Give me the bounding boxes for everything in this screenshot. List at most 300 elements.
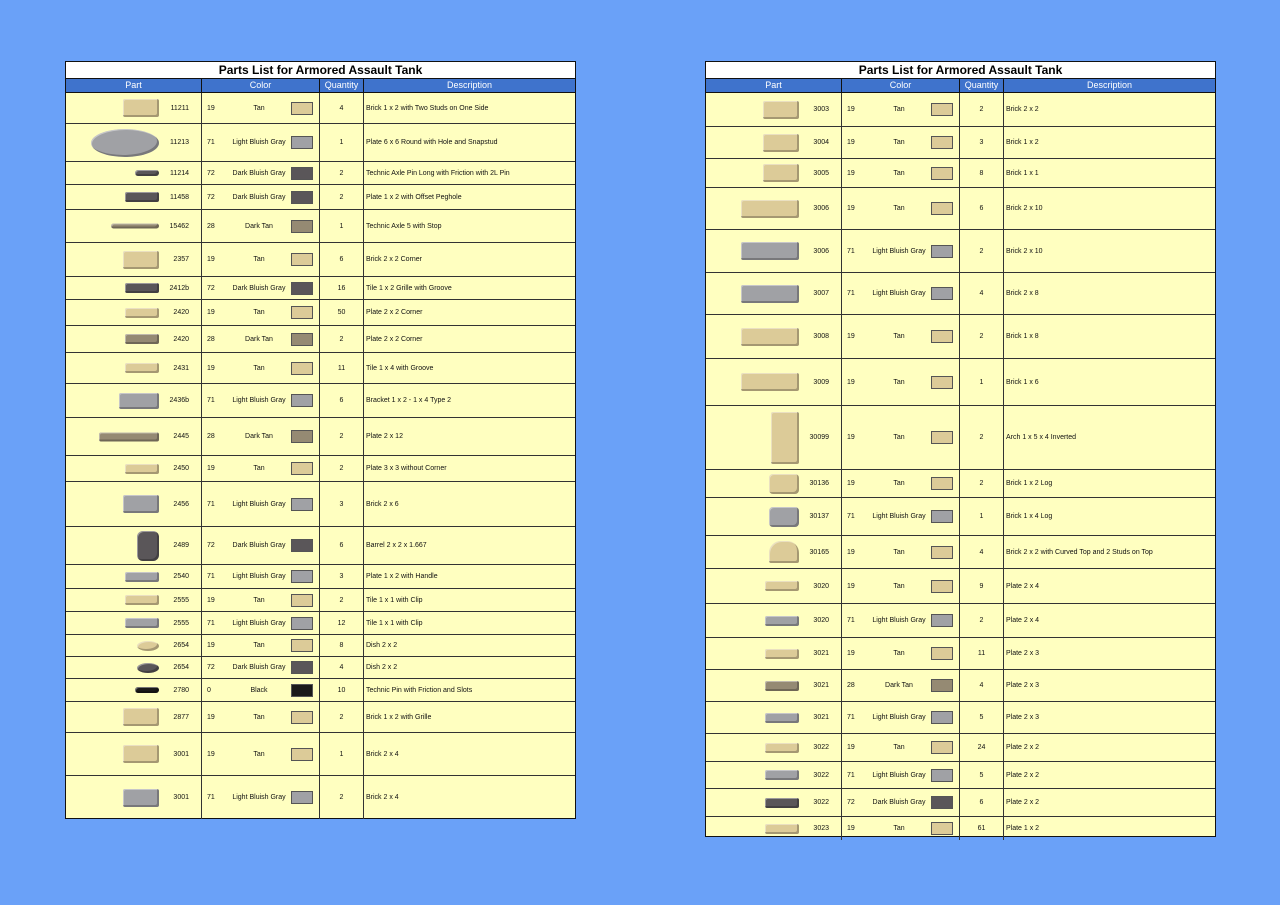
- gray-plate-icon: [765, 770, 799, 780]
- table-row: [66, 527, 575, 565]
- quantity-cell: 4: [960, 273, 1004, 314]
- color-id: 28: [207, 335, 215, 343]
- color-cell: [842, 315, 960, 358]
- quantity-cell: 2: [320, 589, 364, 611]
- part-number: 2450: [173, 465, 189, 472]
- tan-plate-icon: [765, 581, 799, 591]
- color-swatch: [291, 462, 313, 475]
- color-name: Light Bluish Gray: [232, 500, 286, 508]
- table-row: [706, 470, 1215, 498]
- part-cell: [706, 470, 842, 497]
- parts-list-right: [705, 61, 1216, 837]
- gray-handle-plate-icon: [125, 572, 159, 582]
- color-id: 19: [207, 713, 215, 721]
- color-swatch: [291, 711, 313, 724]
- part-number: 2420: [173, 309, 189, 316]
- description-cell: Plate 2 x 2 Corner: [366, 335, 423, 343]
- part-number: 30137: [809, 513, 829, 520]
- color-cell: [202, 353, 320, 383]
- description-cell: Barrel 2 x 2 x 1.667: [366, 542, 427, 549]
- gray-long-brick-icon: [741, 285, 799, 303]
- color-cell: [842, 734, 960, 761]
- color-name: Tan: [893, 205, 905, 212]
- quantity-cell: 6: [960, 188, 1004, 229]
- part-number: 3007: [813, 290, 829, 297]
- color-name: Dark Tan: [885, 682, 913, 689]
- color-id: 71: [847, 247, 855, 255]
- color-name: Tan: [893, 825, 905, 832]
- part-cell: [706, 789, 842, 816]
- quantity-cell: 1: [320, 124, 364, 161]
- part-cell: [706, 569, 842, 603]
- part-cell: [706, 159, 842, 187]
- color-id: 19: [847, 548, 855, 556]
- part-cell: [66, 527, 202, 564]
- part-cell: [706, 273, 842, 314]
- color-id: 71: [847, 290, 855, 297]
- color-id: 72: [847, 799, 855, 806]
- color-cell: [202, 210, 320, 242]
- part-number: 2456: [173, 500, 189, 508]
- description-cell: Brick 2 x 2: [1006, 106, 1039, 113]
- gray-plate-icon: [765, 713, 799, 723]
- color-swatch: [931, 245, 953, 258]
- color-cell: [842, 273, 960, 314]
- part-number: 2436b: [169, 397, 189, 404]
- part-number: 3022: [813, 771, 829, 779]
- gray-clip-tile-icon: [125, 618, 159, 628]
- color-name: Tan: [893, 333, 905, 340]
- color-swatch: [291, 617, 313, 630]
- color-id: 19: [847, 106, 855, 113]
- quantity-cell: 2: [960, 406, 1004, 469]
- part-cell: [66, 702, 202, 732]
- color-id: 19: [207, 309, 215, 316]
- table-row: [66, 353, 575, 384]
- color-id: 71: [847, 617, 855, 624]
- color-id: 19: [847, 480, 855, 487]
- color-cell: [842, 406, 960, 469]
- description-cell: Brick 2 x 6: [366, 500, 399, 508]
- color-id: 28: [207, 222, 215, 230]
- part-number: 3006: [813, 205, 829, 212]
- quantity-cell: 1: [320, 210, 364, 242]
- description-cell: Brick 2 x 10: [1006, 205, 1043, 212]
- header-description: Description: [1086, 80, 1133, 90]
- part-cell: [66, 456, 202, 481]
- gray-plate-icon: [765, 616, 799, 626]
- table-row: [706, 536, 1215, 569]
- description-cell: Plate 2 x 4: [1006, 617, 1040, 624]
- table-row: [66, 776, 575, 819]
- quantity-cell: 2: [960, 470, 1004, 497]
- description-cell: Brick 2 x 2 with Curved Top and 2 Studs on Top: [1006, 548, 1153, 556]
- description-cell: Plate 2 x 3: [1006, 650, 1040, 657]
- part-cell: [66, 326, 202, 352]
- color-id: 28: [207, 433, 215, 440]
- part-cell: [706, 604, 842, 637]
- quantity-cell: 8: [320, 635, 364, 656]
- color-cell: [842, 536, 960, 568]
- color-cell: [202, 418, 320, 455]
- color-cell: [202, 456, 320, 481]
- part-number: 11214: [170, 169, 189, 177]
- color-name: Tan: [893, 434, 905, 441]
- color-swatch: [291, 136, 313, 149]
- color-name: Dark Tan: [245, 433, 273, 440]
- color-name: Tan: [253, 364, 265, 372]
- description-cell: Bracket 1 x 2 - 1 x 4 Type 2: [366, 397, 452, 404]
- header-color: Color: [842, 79, 960, 92]
- dark-plate-icon: [125, 192, 159, 202]
- color-id: 19: [207, 596, 215, 604]
- tan-corner-brick-icon: [123, 251, 159, 269]
- part-number: 3004: [813, 139, 829, 146]
- color-cell: [202, 482, 320, 526]
- quantity-cell: 5: [960, 702, 1004, 733]
- part-cell: [706, 638, 842, 669]
- description-cell: Brick 1 x 1: [1006, 169, 1039, 177]
- part-number: 3020: [813, 617, 829, 624]
- part-cell: [66, 384, 202, 417]
- part-cell: [706, 127, 842, 158]
- color-cell: [842, 230, 960, 272]
- description-cell: Plate 1 x 2 with Offset Peghole: [366, 193, 462, 201]
- color-name: Dark Tan: [245, 222, 273, 230]
- quantity-cell: 2: [320, 185, 364, 209]
- table-row: [66, 635, 575, 657]
- table-row: [66, 733, 575, 776]
- quantity-cell: 24: [960, 734, 1004, 761]
- part-cell: [706, 359, 842, 405]
- color-swatch: [931, 741, 953, 754]
- color-name: Light Bluish Gray: [232, 139, 286, 146]
- quantity-cell: 12: [320, 612, 364, 634]
- table-row: [66, 162, 575, 185]
- quantity-cell: 2: [320, 776, 364, 819]
- table-row: [706, 230, 1215, 273]
- tan-tile-icon: [125, 363, 159, 373]
- color-swatch: [931, 136, 953, 149]
- description-cell: Brick 2 x 2 Corner: [366, 256, 423, 263]
- part-number: 15462: [169, 222, 189, 230]
- part-number: 2555: [173, 596, 189, 604]
- color-swatch: [291, 167, 313, 180]
- tan-plate-icon: [125, 464, 159, 474]
- color-id: 19: [207, 642, 215, 649]
- color-id: 19: [847, 434, 855, 441]
- color-id: 19: [847, 582, 855, 590]
- color-id: 0: [207, 686, 211, 694]
- part-cell: [706, 702, 842, 733]
- color-name: Light Bluish Gray: [232, 573, 286, 580]
- part-cell: [66, 635, 202, 656]
- color-swatch: [291, 748, 313, 761]
- color-swatch: [291, 661, 313, 674]
- color-name: Tan: [893, 169, 905, 177]
- tan-brick-icon: [123, 745, 159, 763]
- color-cell: [202, 612, 320, 634]
- part-number: 3005: [813, 169, 829, 177]
- color-cell: [842, 93, 960, 126]
- part-cell: [66, 589, 202, 611]
- dark-tan-plate-icon: [765, 681, 799, 691]
- color-name: Tan: [893, 650, 905, 657]
- color-name: Tan: [253, 256, 265, 263]
- description-cell: Brick 1 x 8: [1006, 333, 1039, 340]
- table-row: [66, 124, 575, 162]
- color-swatch: [291, 191, 313, 204]
- part-number: 11211: [170, 104, 189, 112]
- dark-grille-tile-icon: [125, 283, 159, 293]
- table-row: [66, 185, 575, 210]
- color-cell: [202, 702, 320, 732]
- color-name: Dark Bluish Gray: [232, 169, 286, 177]
- color-name: Tan: [893, 139, 905, 146]
- table-row: [66, 679, 575, 702]
- part-cell: [66, 210, 202, 242]
- part-number: 3022: [813, 799, 829, 806]
- color-cell: [842, 470, 960, 497]
- color-cell: [202, 589, 320, 611]
- description-cell: Plate 2 x 2: [1006, 771, 1040, 779]
- quantity-cell: 2: [320, 456, 364, 481]
- color-id: 19: [207, 256, 215, 263]
- barrel-icon: [137, 531, 159, 561]
- color-id: 71: [207, 397, 215, 404]
- color-cell: [842, 817, 960, 840]
- color-swatch: [291, 791, 313, 804]
- table-row: [706, 159, 1215, 188]
- table-header: [706, 79, 1215, 93]
- color-swatch: [291, 639, 313, 652]
- color-cell: [842, 702, 960, 733]
- description-cell: Plate 2 x 4: [1006, 582, 1040, 590]
- tan-arch-icon: [771, 412, 799, 464]
- color-name: Tan: [253, 596, 265, 604]
- axle-icon: [111, 224, 159, 229]
- part-cell: [66, 243, 202, 276]
- color-swatch: [291, 253, 313, 266]
- table-row: [66, 565, 575, 589]
- description-cell: Brick 2 x 4: [366, 750, 399, 758]
- table-row: [706, 93, 1215, 127]
- color-cell: [202, 733, 320, 775]
- color-swatch: [291, 282, 313, 295]
- tan-long-brick-icon: [741, 373, 799, 391]
- color-name: Dark Bluish Gray: [232, 542, 286, 549]
- tan-curved-brick-icon: [769, 541, 799, 563]
- quantity-cell: 2: [960, 93, 1004, 126]
- description-cell: Technic Axle Pin Long with Friction with 2L Pin: [366, 169, 510, 177]
- color-swatch: [931, 679, 953, 692]
- description-cell: Plate 2 x 2: [1006, 799, 1040, 806]
- color-cell: [202, 565, 320, 588]
- table-row: [66, 93, 575, 124]
- description-cell: Tile 1 x 1 with Clip: [366, 596, 423, 604]
- tan-plate-icon: [765, 743, 799, 753]
- color-name: Light Bluish Gray: [872, 617, 926, 624]
- color-id: 19: [847, 378, 855, 386]
- color-id: 72: [207, 664, 215, 671]
- description-cell: Technic Pin with Friction and Slots: [366, 686, 473, 694]
- gray-bracket-icon: [119, 393, 159, 409]
- sheet-title: Parts List for Armored Assault Tank: [66, 62, 575, 79]
- tan-grille-brick-icon: [123, 708, 159, 726]
- color-swatch: [931, 202, 953, 215]
- table-body: [706, 93, 1215, 840]
- color-swatch: [291, 362, 313, 375]
- description-cell: Technic Axle 5 with Stop: [366, 222, 442, 230]
- header-part: Part: [66, 79, 202, 92]
- part-number: 2445: [173, 433, 189, 440]
- color-name: Light Bluish Gray: [872, 513, 926, 520]
- quantity-cell: 4: [320, 93, 364, 123]
- quantity-cell: 6: [320, 384, 364, 417]
- table-row: [66, 418, 575, 456]
- tan-plate-icon: [765, 649, 799, 659]
- table-row: [706, 188, 1215, 230]
- color-cell: [842, 670, 960, 701]
- table-row: [66, 384, 575, 418]
- tan-dish-icon: [137, 641, 159, 651]
- table-row: [706, 638, 1215, 670]
- part-number: 2780: [173, 686, 189, 694]
- part-number: 2555: [173, 619, 189, 627]
- part-number: 2420: [173, 335, 189, 343]
- color-swatch: [931, 477, 953, 490]
- color-swatch: [931, 711, 953, 724]
- color-name: Tan: [253, 713, 265, 721]
- color-id: 19: [847, 169, 855, 177]
- sheet-title: Parts List for Armored Assault Tank: [706, 62, 1215, 79]
- color-cell: [202, 185, 320, 209]
- part-cell: [706, 230, 842, 272]
- part-number: 2489: [173, 542, 189, 549]
- description-cell: Plate 2 x 3: [1006, 714, 1040, 721]
- dark-dish-icon: [137, 663, 159, 673]
- quantity-cell: 5: [960, 762, 1004, 788]
- color-name: Tan: [893, 548, 905, 556]
- part-number: 3001: [173, 794, 189, 801]
- quantity-cell: 6: [960, 789, 1004, 816]
- gray-brick-icon: [123, 789, 159, 807]
- color-name: Light Bluish Gray: [232, 619, 286, 627]
- color-cell: [842, 762, 960, 788]
- part-number: 3006: [813, 247, 829, 255]
- description-cell: Dish 2 x 2: [366, 642, 398, 649]
- header-description: Description: [446, 80, 493, 90]
- table-row: [66, 277, 575, 300]
- quantity-cell: 11: [960, 638, 1004, 669]
- table-row: [706, 406, 1215, 470]
- part-cell: [66, 93, 202, 123]
- color-id: 19: [847, 139, 855, 146]
- tan-brick-icon: [763, 101, 799, 119]
- header-quantity: Quantity: [960, 79, 1004, 92]
- description-cell: Brick 2 x 10: [1006, 247, 1043, 255]
- color-cell: [842, 569, 960, 603]
- quantity-cell: 2: [960, 230, 1004, 272]
- tan-long-brick-icon: [741, 328, 799, 346]
- color-swatch: [931, 510, 953, 523]
- color-cell: [842, 159, 960, 187]
- part-number: 2654: [173, 642, 189, 649]
- description-cell: Arch 1 x 5 x 4 Inverted: [1006, 434, 1077, 441]
- color-id: 71: [207, 573, 215, 580]
- color-swatch: [931, 822, 953, 835]
- part-number: 3023: [813, 825, 829, 832]
- color-cell: [202, 326, 320, 352]
- description-cell: Dish 2 x 2: [366, 664, 398, 671]
- table-row: [66, 589, 575, 612]
- color-swatch: [931, 647, 953, 660]
- quantity-cell: 3: [320, 565, 364, 588]
- part-cell: [66, 162, 202, 184]
- color-id: 72: [207, 542, 215, 549]
- description-cell: Brick 2 x 8: [1006, 290, 1039, 297]
- quantity-cell: 3: [320, 482, 364, 526]
- description-cell: Brick 1 x 4 Log: [1006, 513, 1053, 520]
- dark-plate-icon: [765, 798, 799, 808]
- quantity-cell: 50: [320, 300, 364, 325]
- quantity-cell: 2: [320, 418, 364, 455]
- dark-tan-corner-plate-icon: [125, 334, 159, 344]
- color-swatch: [931, 287, 953, 300]
- table-row: [706, 273, 1215, 315]
- table-row: [706, 315, 1215, 359]
- color-cell: [202, 124, 320, 161]
- quantity-cell: 8: [960, 159, 1004, 187]
- part-number: 3020: [813, 582, 829, 590]
- table-row: [66, 456, 575, 482]
- part-cell: [66, 277, 202, 299]
- table-body: [66, 93, 575, 819]
- part-number: 11213: [170, 139, 189, 146]
- table-row: [66, 657, 575, 679]
- part-number: 30136: [809, 480, 829, 487]
- color-name: Tan: [253, 104, 265, 112]
- quantity-cell: 2: [320, 702, 364, 732]
- header-part: Part: [706, 79, 842, 92]
- quantity-cell: 2: [960, 315, 1004, 358]
- gray-log-brick-icon: [769, 507, 799, 527]
- color-name: Black: [250, 686, 268, 694]
- color-id: 72: [207, 284, 215, 292]
- part-number: 3009: [813, 378, 829, 386]
- part-cell: [66, 124, 202, 161]
- table-row: [66, 243, 575, 277]
- color-name: Tan: [893, 744, 905, 751]
- part-cell: [66, 776, 202, 819]
- color-name: Dark Bluish Gray: [232, 284, 286, 292]
- color-swatch: [291, 570, 313, 583]
- color-name: Light Bluish Gray: [872, 714, 926, 721]
- part-number: 3021: [813, 650, 829, 657]
- part-cell: [706, 93, 842, 126]
- part-cell: [66, 565, 202, 588]
- description-cell: Plate 2 x 2 Corner: [366, 309, 423, 316]
- black-pin-icon: [135, 687, 159, 693]
- description-cell: Tile 1 x 1 with Clip: [366, 619, 423, 627]
- color-id: 19: [847, 744, 855, 751]
- table-row: [706, 670, 1215, 702]
- part-cell: [66, 185, 202, 209]
- description-cell: Plate 1 x 2: [1006, 825, 1040, 832]
- color-name: Tan: [893, 378, 905, 386]
- parts-list-left: [65, 61, 576, 819]
- description-cell: Brick 1 x 2 Log: [1006, 480, 1053, 487]
